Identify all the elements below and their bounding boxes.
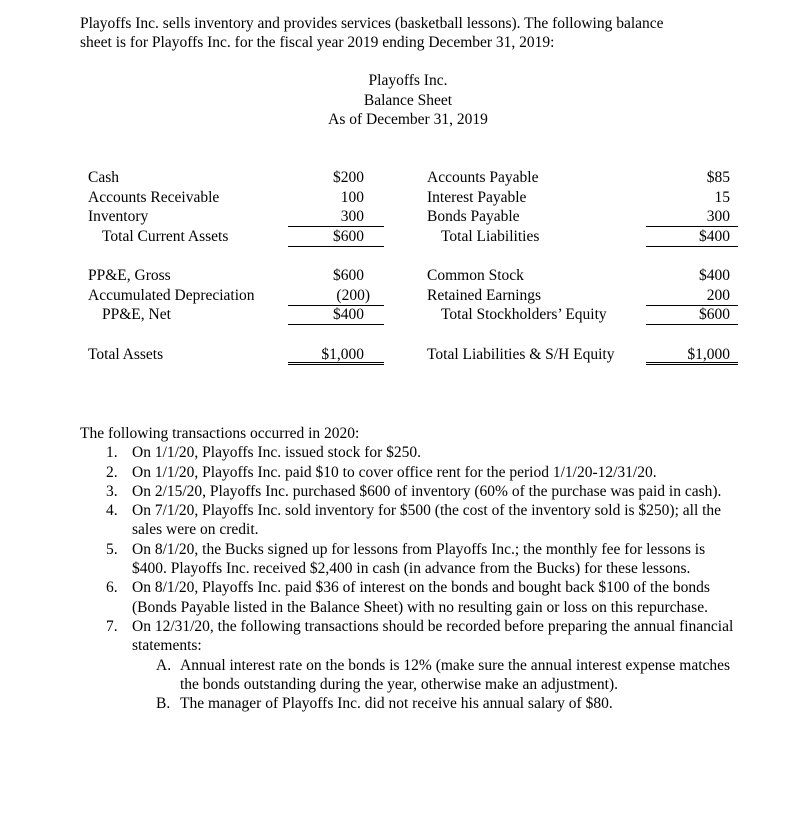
subitem-letter: A. bbox=[156, 656, 172, 674]
item-text: On 8/1/20, the Bucks signed up for lessons from Playoffs Inc.; the monthly fee for lessons is $400. Playoffs Inc. received $2,400 in cash (in advance from the Bucks) for these lessons. bbox=[132, 540, 706, 578]
transactions-heading: The following transactions occurred in 2020: bbox=[80, 425, 360, 442]
list-item bbox=[106, 443, 740, 462]
item-number: 1. bbox=[106, 444, 118, 462]
tca-label: Total Current Assets bbox=[102, 228, 229, 245]
subitem-letter: B. bbox=[156, 695, 171, 713]
list-item bbox=[106, 540, 740, 579]
item-text: On 2/15/20, Playoffs Inc. purchased $600 of inventory (60% of the purchase was paid in cash). bbox=[132, 482, 722, 500]
ap-value: $85 bbox=[706, 169, 730, 186]
total-assets-value: $1,000 bbox=[288, 346, 384, 365]
sub-list-item bbox=[156, 656, 740, 695]
tle-label: Total Liabilities & S/H Equity bbox=[427, 346, 615, 363]
ppe-net-label: PP&E, Net bbox=[102, 306, 171, 323]
cash-value: $200 bbox=[333, 169, 364, 186]
item-number: 4. bbox=[106, 502, 118, 520]
tse-label: Total Stockholders’ Equity bbox=[441, 306, 607, 323]
item-number: 6. bbox=[106, 579, 118, 597]
accum-dep-value: (200) bbox=[288, 287, 384, 306]
item-number: 3. bbox=[106, 482, 118, 500]
list-item bbox=[106, 482, 740, 501]
header-title: Balance Sheet bbox=[363, 92, 453, 109]
ppe-gross-label: PP&E, Gross bbox=[88, 267, 171, 284]
accum-dep-label: Accumulated Depreciation bbox=[88, 287, 255, 304]
tca-value: $600 bbox=[288, 228, 384, 247]
tl-label: Total Liabilities bbox=[441, 228, 540, 245]
subitem-text: Annual interest rate on the bonds is 12% (make sure the annual interest expense matches the bonds outstanding during the year, otherwise make an adjustment). bbox=[180, 656, 731, 693]
item-number: 7. bbox=[106, 617, 118, 635]
header-company: Playoffs Inc. bbox=[368, 72, 448, 89]
ar-value: 100 bbox=[340, 189, 364, 206]
item-number: 2. bbox=[106, 463, 118, 481]
inventory-label: Inventory bbox=[88, 208, 149, 225]
tse-value: $600 bbox=[646, 306, 738, 325]
ppe-net-value: $400 bbox=[288, 306, 384, 325]
item-text: On 8/1/20, Playoffs Inc. paid $36 of interest on the bonds and bought back $100 of the bonds (Bonds Payable listed in the Balance Sheet) with no resulting gain or loss on this repurchase. bbox=[132, 579, 710, 616]
list-item bbox=[106, 463, 740, 482]
tle-value: $1,000 bbox=[646, 346, 738, 365]
re-label: Retained Earnings bbox=[427, 287, 542, 304]
ip-label: Interest Payable bbox=[427, 189, 527, 206]
cs-label: Common Stock bbox=[427, 267, 524, 284]
cs-value: $400 bbox=[699, 267, 730, 284]
list-item bbox=[106, 617, 740, 656]
transactions-section bbox=[80, 424, 740, 713]
total-assets-label: Total Assets bbox=[88, 346, 164, 363]
bp-label: Bonds Payable bbox=[427, 208, 520, 225]
ip-value: 15 bbox=[714, 189, 730, 206]
item-text: On 7/1/20, Playoffs Inc. sold inventory for $500 (the cost of the inventory sold is $250); all the sales were on credit. bbox=[132, 502, 722, 539]
header-date: As of December 31, 2019 bbox=[328, 111, 488, 128]
intro-line-2: sheet is for Playoffs Inc. for the fiscal year 2019 ending December 31, 2019: bbox=[80, 34, 555, 51]
item-number: 5. bbox=[106, 540, 118, 558]
list-item bbox=[106, 578, 740, 617]
bp-value: 300 bbox=[646, 208, 738, 227]
ar-label: Accounts Receivable bbox=[88, 189, 220, 206]
item-text: On 1/1/20, Playoffs Inc. paid $10 to cover office rent for the period 1/1/20-12/31/20. bbox=[132, 463, 657, 481]
ap-label: Accounts Payable bbox=[427, 169, 539, 186]
item-text: On 12/31/20, the following transactions should be recorded before preparing the annual financial statements: bbox=[132, 617, 734, 655]
item-text: On 1/1/20, Playoffs Inc. issued stock for $250. bbox=[132, 444, 422, 462]
sub-list-item bbox=[156, 694, 740, 713]
subitem-text: The manager of Playoffs Inc. did not receive his annual salary of $80. bbox=[180, 695, 613, 713]
tl-value: $400 bbox=[646, 228, 738, 247]
cash-label: Cash bbox=[88, 169, 119, 186]
intro-paragraph bbox=[80, 14, 664, 52]
ppe-gross-value: $600 bbox=[333, 267, 364, 284]
intro-line-1: Playoffs Inc. sells inventory and provides services (basketball lessons). The following balance bbox=[80, 15, 664, 32]
list-item bbox=[106, 501, 740, 540]
re-value: 200 bbox=[646, 287, 738, 306]
inventory-value: 300 bbox=[288, 208, 384, 227]
